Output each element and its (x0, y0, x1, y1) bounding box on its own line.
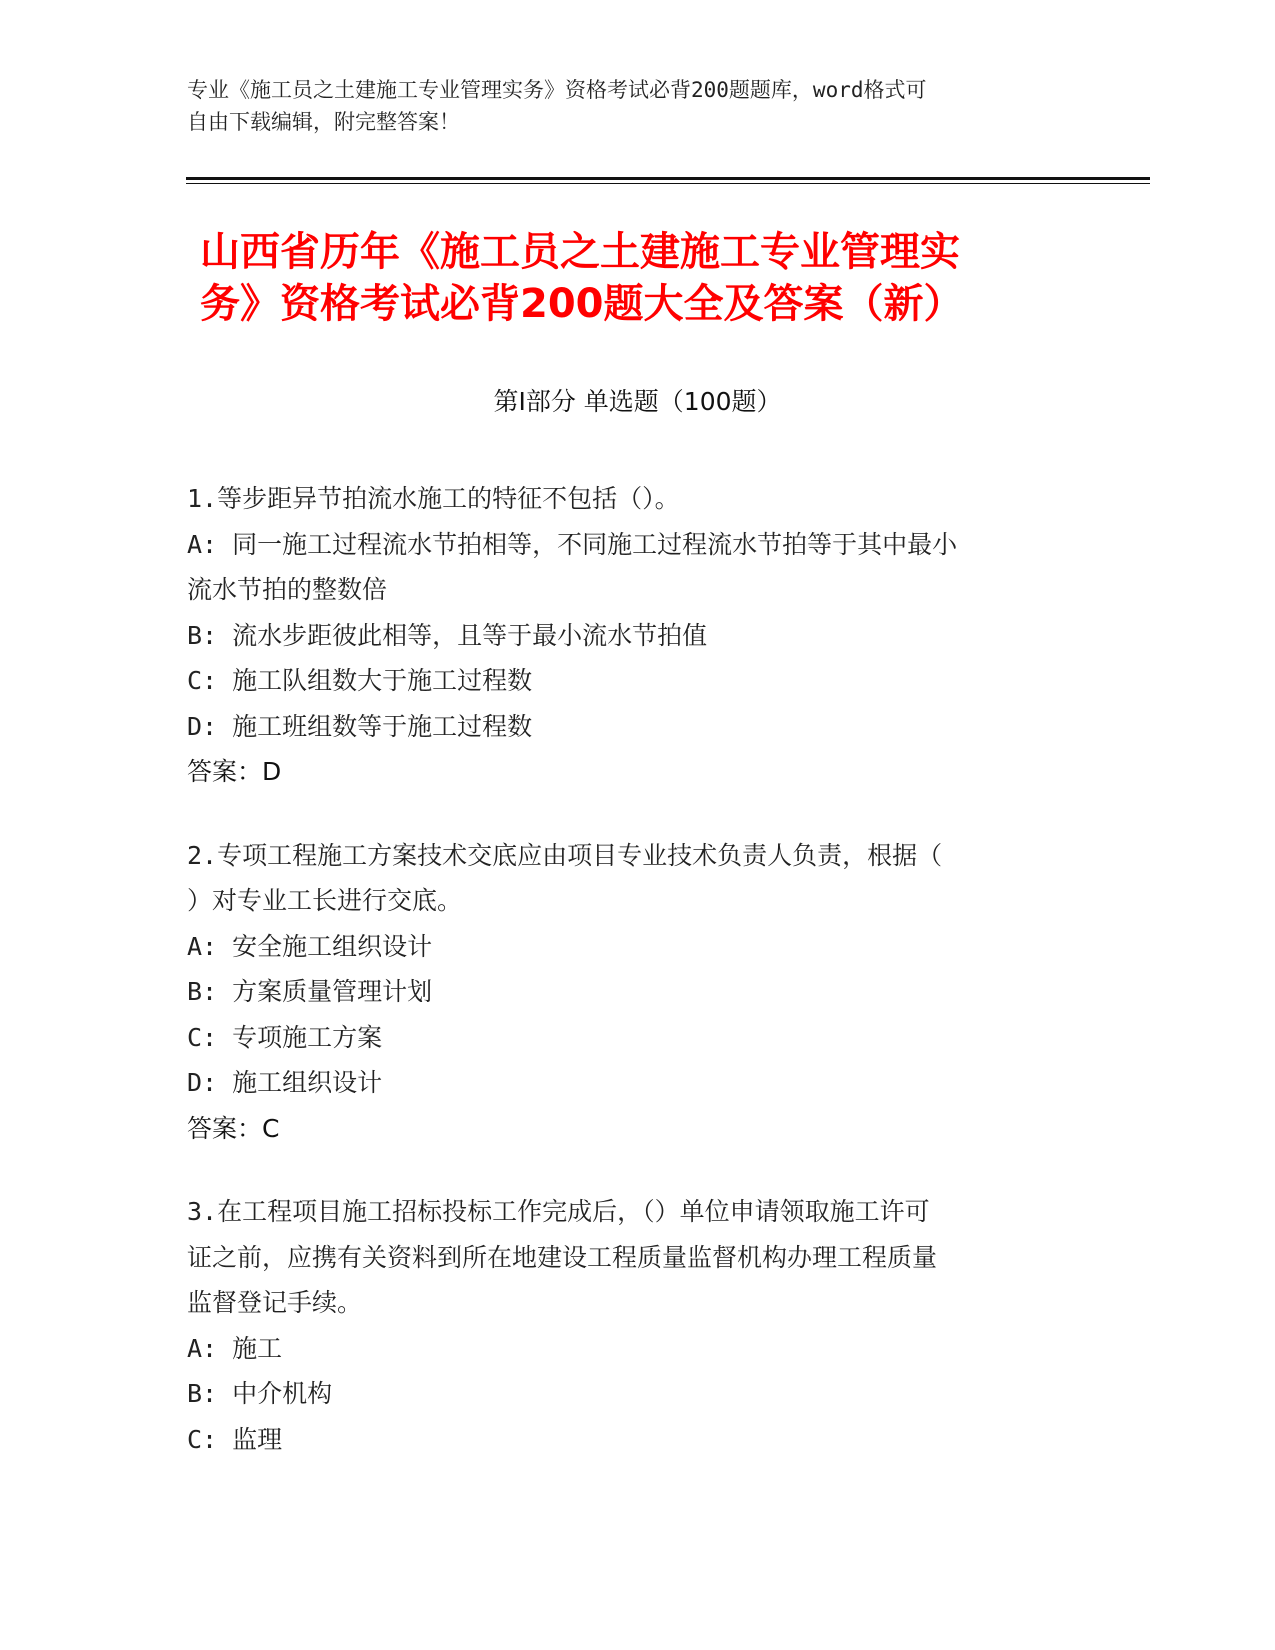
question-stem: 证之前，应携有关资料到所在地建设工程质量监督机构办理工程质量 (187, 1242, 938, 1272)
answer-option (187, 704, 1067, 750)
option-letter: C: (187, 1424, 218, 1454)
answer-option (187, 924, 1067, 970)
question-stem: 监督登记手续。 (187, 1288, 363, 1317)
option-text: 方案质量管理计划 (232, 977, 433, 1006)
option-text: 专项施工方案 (232, 1022, 383, 1052)
answer-option (187, 1371, 1067, 1417)
option-text: 施工队组数大于施工过程数 (232, 666, 533, 695)
option-text: 同一施工过程流水节拍相等，不同施工过程流水节拍等于其中最小 (232, 529, 958, 559)
option-text: 施工组织设计 (232, 1068, 383, 1097)
option-letter: C: (187, 1022, 218, 1052)
question-block (187, 1189, 1067, 1462)
document-title (200, 226, 1100, 330)
answer-option (187, 1326, 1067, 1372)
question-block (187, 476, 1067, 795)
header-note (187, 74, 1067, 138)
option-letter: D: (187, 1068, 218, 1097)
option-letter: C: (187, 666, 218, 695)
option-text: 施工 (232, 1333, 283, 1363)
answer-option (187, 1060, 1067, 1106)
option-letter: B: (187, 620, 218, 650)
document-title-line: 务》资格考试必背200题大全及答案（新） (200, 281, 964, 327)
question-stem: 1.等步距异节拍流水施工的特征不包括（）。 (187, 484, 680, 513)
question-block (187, 833, 1067, 1152)
option-letter: B: (187, 977, 218, 1006)
option-text: 安全施工组织设计 (232, 931, 433, 961)
answer-option (187, 658, 1067, 704)
divider-thin (186, 183, 1150, 184)
option-letter: A: (187, 1333, 218, 1363)
option-letter: B: (187, 1379, 218, 1408)
option-text: 中介机构 (232, 1379, 333, 1408)
answer-option (187, 1417, 1067, 1463)
option-text: 监理 (232, 1424, 283, 1454)
answer-option (187, 613, 1067, 659)
option-letter: A: (187, 529, 218, 559)
section-title: 第Ⅰ部分 单选题（100题） (493, 387, 782, 416)
question-stem: 3.在工程项目施工招标投标工作完成后，（）单位申请领取施工许可 (187, 1197, 930, 1226)
answer-option (187, 1015, 1067, 1061)
answer-key: 答案：C (187, 1113, 280, 1143)
header-note-line: 自由下载编辑，附完整答案！ (187, 110, 460, 134)
option-letter: A: (187, 931, 218, 961)
option-text: 施工班组数等于施工过程数 (232, 711, 533, 741)
header-note-line: 专业《施工员之土建施工专业管理实务》资格考试必背200题题库，word格式可 (187, 78, 927, 102)
question-stem: ）对专业工长进行交底。 (187, 886, 463, 915)
question-stem: 2.专项工程施工方案技术交底应由项目专业技术负责人负责，根据（ (187, 840, 943, 870)
answer-option (187, 522, 1067, 568)
question-list (187, 476, 1067, 1500)
option-text-continuation: 流水节拍的整数倍 (187, 575, 388, 604)
answer-option (187, 969, 1067, 1015)
answer-key: 答案：D (187, 757, 282, 786)
document-title-line: 山西省历年《施工员之土建施工专业管理实 (200, 229, 960, 275)
divider-thick (186, 177, 1150, 180)
option-letter: D: (187, 711, 218, 741)
option-text: 流水步距彼此相等，且等于最小流水节拍值 (232, 620, 708, 650)
